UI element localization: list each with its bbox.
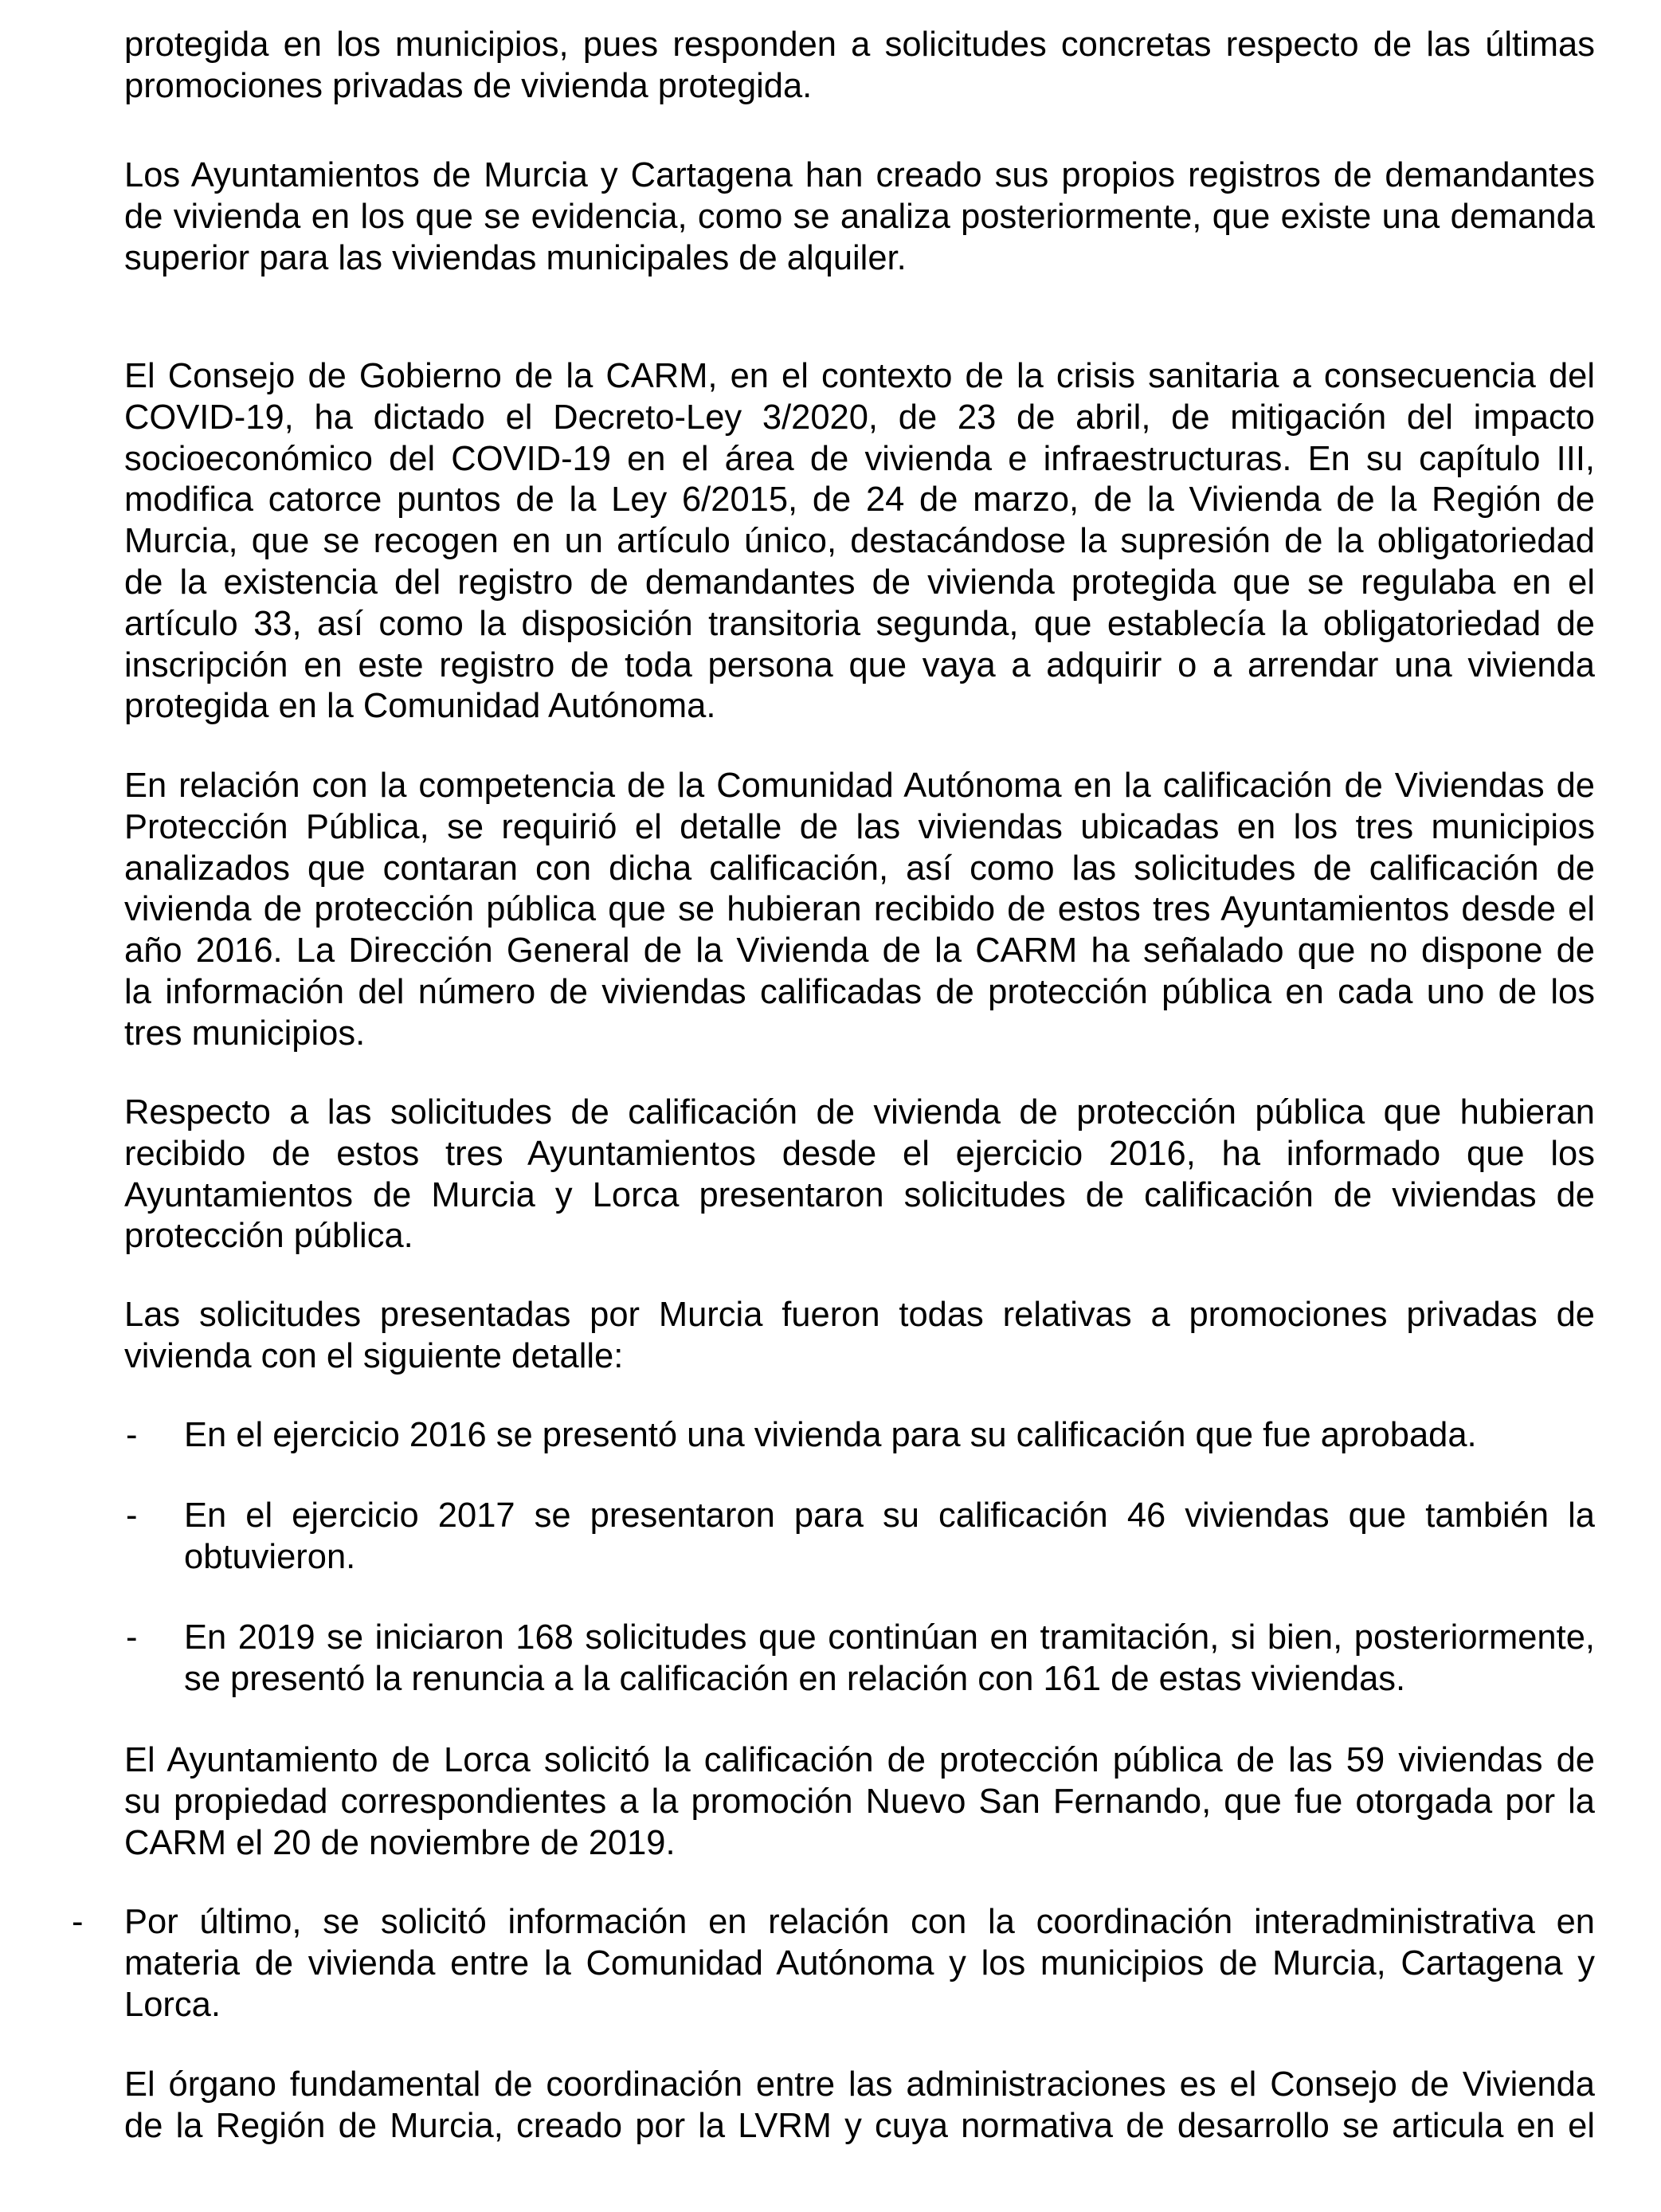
text-line: COVID-19, ha dictado el Decreto-Ley 3/2020, de 23 de abril, de mitigación del impacto [124, 398, 1595, 437]
list-marker: - [72, 1903, 84, 1941]
text-line: protegida en la Comunidad Autónoma. [124, 687, 716, 726]
text-line: Por último, se solicitó información en relación con la coordinación interadministrativa en [124, 1903, 1595, 1941]
list-item-text [184, 1618, 1595, 1700]
text-line: En relación con la competencia de la Comunidad Autónoma en la calificación de Viviendas de [124, 767, 1595, 805]
text-line: Las solicitudes presentadas por Murcia fueron todas relativas a promociones privadas de [124, 1296, 1595, 1334]
text-line: socioeconómico del COVID-19 en el área de vivienda e infraestructuras. En su capítulo III, [124, 439, 1595, 478]
text-line: En el ejercicio 2016 se presentó una vivienda para su calificación que fue aprobada. [184, 1416, 1477, 1454]
paragraph-3 [124, 356, 1595, 728]
text-line: Los Ayuntamientos de Murcia y Cartagena han creado sus propios registros de demandantes [124, 156, 1595, 194]
text-line: inscripción en este registro de toda persona que vaya a adquirir o a arrendar una vivienda [124, 645, 1595, 684]
text-line: analizados que contaran con dicha calificación, así como las solicitudes de calificación de [124, 849, 1595, 888]
text-line: tres municipios. [124, 1014, 366, 1053]
paragraph-5 [124, 1092, 1595, 1257]
list-marker: - [126, 1618, 138, 1657]
list-item-text [184, 1415, 1595, 1457]
text-line: recibido de estos tres Ayuntamientos desde el ejercicio 2016, ha informado que los [124, 1134, 1595, 1173]
paragraph-2 [124, 155, 1595, 279]
text-line: El Ayuntamiento de Lorca solicitó la calificación de protección pública de las 59 viviendas de [124, 1741, 1595, 1779]
text-line: Lorca. [124, 1985, 221, 2024]
text-line: se presentó la renuncia a la calificación en relación con 161 de estas viviendas. [184, 1659, 1406, 1698]
paragraph-4 [124, 766, 1595, 1055]
text-line: Murcia, que se recogen en un artículo único, destacándose la supresión de la obligatoriedad [124, 522, 1595, 561]
text-line: El Consejo de Gobierno de la CARM, en el contexto de la crisis sanitaria a consecuencia del [124, 357, 1595, 395]
text-line: CARM el 20 de noviembre de 2019. [124, 1823, 676, 1862]
text-line: de la Región de Murcia, creado por la LVRM y cuya normativa de desarrollo se articula en el [124, 2106, 1595, 2145]
text-line: Ayuntamientos de Murcia y Lorca presentaron solicitudes de calificación de viviendas de [124, 1175, 1595, 1214]
text-line: En 2019 se iniciaron 168 solicitudes que continúan en tramitación, si bien, posteriormente, [184, 1618, 1595, 1657]
text-line: la información del número de viviendas calificadas de protección pública en cada uno de los [124, 972, 1595, 1011]
list-marker: - [126, 1496, 138, 1535]
text-line: protegida en los municipios, pues responden a solicitudes concretas respecto de las últimas [124, 25, 1595, 64]
paragraph-8-text [124, 1902, 1595, 2026]
text-line: artículo 33, así como la disposición transitoria segunda, que establecía la obligatoriedad de [124, 604, 1595, 643]
text-line: modifica catorce puntos de la Ley 6/2015, de 24 de marzo, de la Vivienda de la Región de [124, 480, 1595, 520]
text-line: su propiedad correspondientes a la promoción Nuevo San Fernando, que fue otorgada por la [124, 1782, 1595, 1821]
paragraph-9 [124, 2065, 1595, 2147]
paragraph-1 [124, 25, 1595, 108]
text-line: El órgano fundamental de coordinación entre las administraciones es el Consejo de Vivienda [124, 2065, 1595, 2104]
text-line: vivienda con el siguiente detalle: [124, 1336, 624, 1375]
text-line: Respecto a las solicitudes de calificación de vivienda de protección pública que hubieran [124, 1093, 1595, 1131]
text-line: promociones privadas de vivienda protegida. [124, 66, 813, 105]
text-line: vivienda de protección pública que se hubieran recibido de estos tres Ayuntamientos desde el [124, 890, 1595, 929]
list-marker: - [126, 1416, 138, 1454]
text-line: materia de vivienda entre la Comunidad Autónoma y los municipios de Murcia, Cartagena y [124, 1943, 1595, 1983]
text-line: superior para las viviendas municipales de alquiler. [124, 238, 907, 277]
text-line: protección pública. [124, 1217, 413, 1256]
paragraph-7 [124, 1740, 1595, 1864]
text-line: Protección Pública, se requirió el detalle de las viviendas ubicadas en los tres municipios [124, 807, 1595, 846]
text-line: año 2016. La Dirección General de la Vivienda de la CARM ha señalado que no dispone de [124, 931, 1595, 971]
paragraph-6 [124, 1295, 1595, 1378]
text-line: de la existencia del registro de demandantes de vivienda protegida que se regulaba en el [124, 563, 1595, 602]
text-line: En el ejercicio 2017 se presentaron para su calificación 46 viviendas que también la [184, 1496, 1595, 1535]
list-item-text [184, 1496, 1595, 1579]
text-line: obtuvieron. [184, 1537, 356, 1576]
text-line: de vivienda en los que se evidencia, como se analiza posteriormente, que existe una demanda [124, 197, 1595, 236]
